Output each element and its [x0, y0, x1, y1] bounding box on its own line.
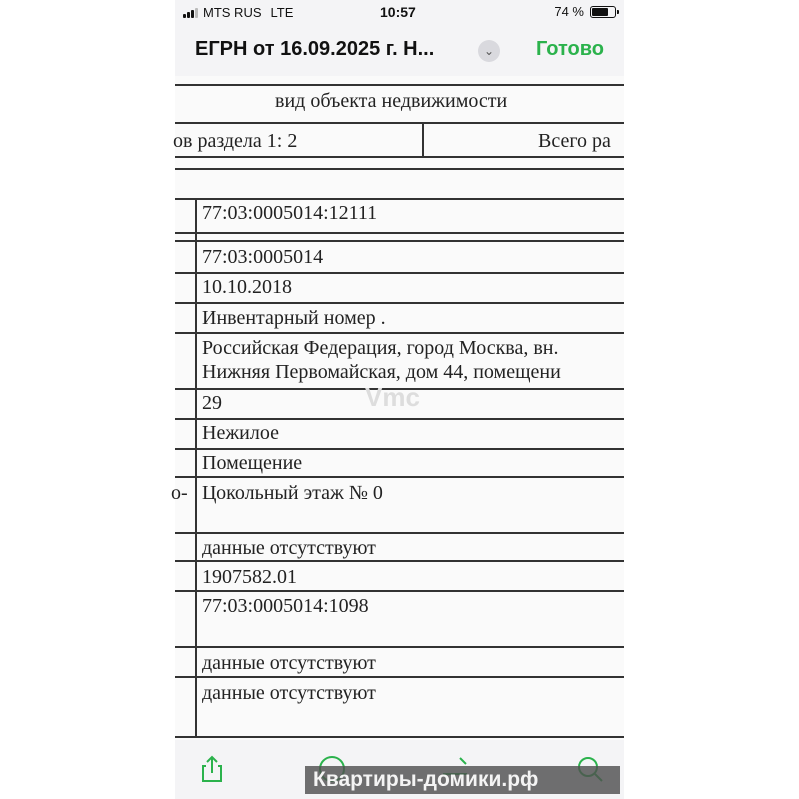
table-line	[175, 122, 624, 124]
table-line	[175, 736, 624, 738]
missing-data-3: данные отсутствуют	[202, 682, 376, 704]
table-column-line	[195, 198, 197, 738]
table-line	[175, 240, 624, 242]
cadastral-value: 1907582.01	[202, 566, 297, 588]
section-pages: ов раздела 1: 2	[173, 130, 298, 152]
brand-watermark: Квартиры-домики.рф	[305, 766, 620, 794]
floor-value: Цокольный этаж № 0	[202, 482, 383, 504]
phone-screen	[171, 0, 624, 799]
related-cadastral-number: 77:03:0005014:1098	[202, 595, 369, 617]
table-line	[175, 532, 624, 534]
missing-data-2: данные отсутствуют	[202, 652, 376, 674]
table-line	[175, 198, 624, 200]
table-line	[175, 84, 624, 86]
battery-icon	[590, 6, 616, 18]
left-fragment: о-	[171, 482, 188, 504]
status-bar	[175, 0, 624, 26]
inventory-number: Инвентарный номер .	[202, 307, 386, 329]
table-line	[175, 448, 624, 450]
clock: 10:57	[380, 4, 416, 20]
table-line	[175, 676, 624, 678]
purpose-value: Нежилое	[202, 422, 279, 444]
total-pages: Всего ра	[538, 130, 611, 152]
carrier-info	[183, 5, 293, 20]
address-line-1: Российская Федерация, город Москва, вн.	[202, 337, 559, 359]
carrier-name: MTS RUS	[203, 5, 262, 20]
object-type-value: Помещение	[202, 452, 303, 474]
table-line	[175, 302, 624, 304]
signal-icon	[183, 8, 198, 18]
table-column-line	[422, 122, 424, 156]
chevron-down-icon[interactable]: ⌄	[478, 40, 500, 62]
document-title[interactable]: ЕГРН от 16.09.2025 г. Н...	[195, 38, 435, 60]
share-icon[interactable]	[197, 754, 227, 784]
network-type: LTE	[270, 5, 294, 20]
done-button[interactable]: Готово	[535, 38, 604, 60]
document-preview[interactable]	[171, 76, 624, 740]
table-line	[175, 272, 624, 274]
header-object-type: вид объекта недвижимости	[275, 90, 508, 112]
registration-date: 10.10.2018	[202, 276, 292, 298]
nav-bar	[175, 26, 624, 76]
table-line	[175, 560, 624, 562]
area-value: 29	[202, 392, 222, 414]
battery-info	[554, 4, 616, 19]
cadastral-number: 77:03:0005014:12111	[202, 202, 378, 224]
missing-data-1: данные отсутствуют	[202, 537, 376, 559]
table-line	[175, 168, 624, 170]
table-line	[175, 418, 624, 420]
watermark-text: Vmc	[365, 382, 420, 412]
table-line	[175, 156, 624, 158]
table-line	[175, 232, 624, 234]
table-line	[175, 590, 624, 592]
table-line	[175, 332, 624, 334]
table-line	[175, 476, 624, 478]
address-line-2: Нижняя Первомайская, дом 44, помещени	[202, 361, 561, 383]
table-line	[175, 646, 624, 648]
battery-percent: 74 %	[554, 4, 584, 19]
quarter-number: 77:03:0005014	[202, 246, 324, 268]
